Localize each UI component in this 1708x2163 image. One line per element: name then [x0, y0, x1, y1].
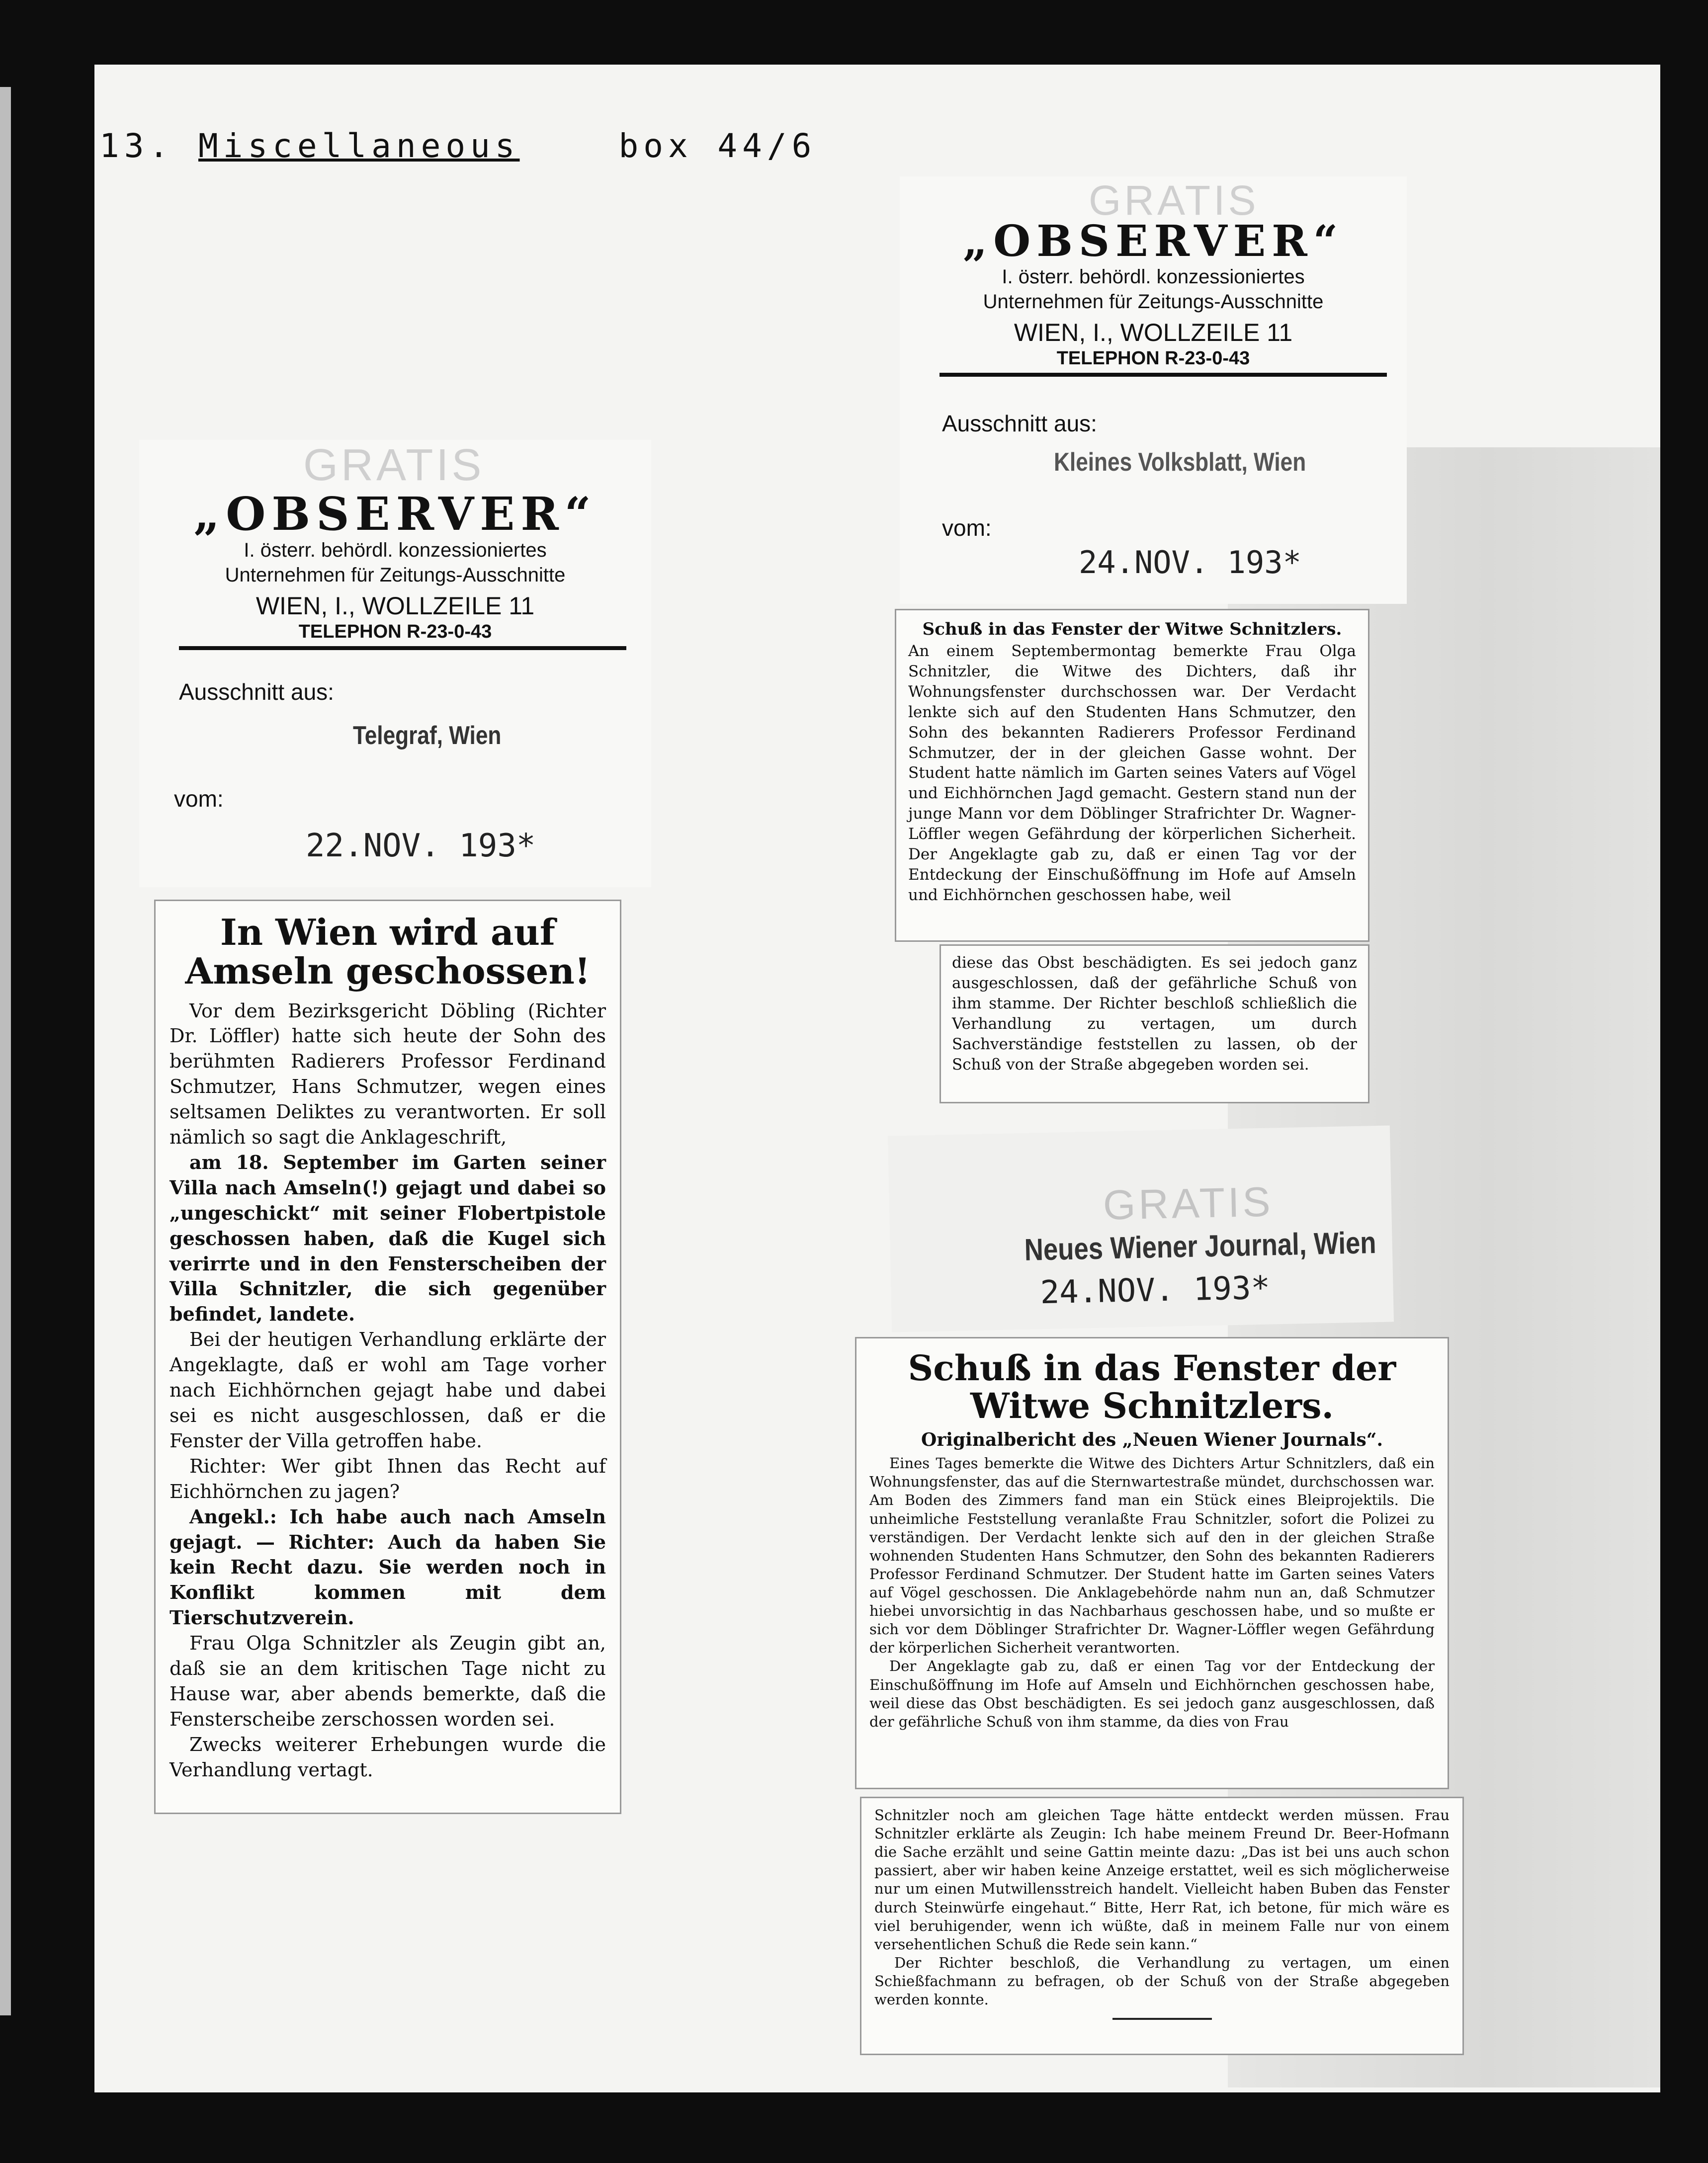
article-paragraph: Bei der heutigen Verhandlung erklärte der Angeklagte, daß er wohl am Tage vorher nach Eichhörnchen gejagt habe und dabei sei es nicht ausgeschlossen, daß er die Fenster der Villa getroffen habe. [170, 1329, 606, 1452]
article-subhead: Originalbericht des „Neuen Wiener Journals“. [921, 1429, 1383, 1451]
article-paragraph: Frau Olga Schnitzler als Zeugin gibt an, daß sie an dem kritischen Tage nicht zu Hause war, aber abends bemerkte, daß die Fensterscheibe zerschossen worden sei. [170, 1632, 606, 1730]
gratis-slip-bottom [888, 1125, 1394, 1332]
observer-rule [939, 373, 1387, 377]
observer-name: „OBSERVER“ [193, 487, 597, 541]
date-stamp: 24.NOV. 193* [1079, 544, 1301, 581]
article-right-bottom-part2 [860, 1797, 1464, 2055]
gratis-stamp: GRATIS [1102, 1178, 1274, 1229]
archive-label [99, 127, 816, 165]
observer-rule [179, 646, 626, 650]
article-paragraph: Zwecks weiterer Erhebungen wurde die Verhandlung vertagt. [170, 1733, 606, 1781]
source-stamp: Kleines Volksblatt, Wien [1054, 448, 1306, 477]
adjacent-page-edge [0, 87, 11, 2015]
article-right-top-part2 [939, 944, 1369, 1103]
article-body [869, 1454, 1435, 1731]
observer-phone: TELEPHON R-23-0-43 [1056, 348, 1250, 369]
gratis-stamp: GRATIS [303, 440, 485, 490]
date-label: vom: [174, 786, 224, 812]
article-left [154, 900, 621, 1814]
article-headline: In Wien wird auf Amseln geschossen! [185, 911, 591, 992]
article-body: diese das Obst beschädigten. Es sei jedoch ganz ausgeschlossen, daß der gefährliche Schuß von ihm stamme. Der Richter beschloß schließlich die Verhandlung zu vertagen, um durch Sachverständige feststellen zu lassen, ob der Schuß von der Straße abgegeben worden sei. [952, 954, 1357, 1074]
source-label: Ausschnitt aus: [942, 411, 1097, 436]
article-body [170, 998, 606, 1783]
observer-phone: TELEPHON R-23-0-43 [298, 621, 492, 642]
observer-line-1: I. österr. behördl. konzessioniertes [244, 539, 547, 561]
end-rule [1112, 2018, 1212, 2020]
observer-line-1: I. österr. behördl. konzessioniertes [1002, 266, 1305, 288]
observer-line-2: Unternehmen für Zeitungs-Ausschnitte [983, 291, 1324, 313]
date-stamp: 22.NOV. 193* [306, 828, 536, 864]
article-body [874, 1806, 1450, 2009]
source-label: Ausschnitt aus: [179, 679, 334, 705]
article-paragraph: Richter: Wer gibt Ihnen das Recht auf Eichhörnchen zu jagen? [170, 1455, 606, 1502]
article-paragraph: Der Richter beschloß, die Verhandlung zu vertagen, um einen Schießfachmann zu befragen, ob der Schuß von der Straße abgegeben werden konnte. [874, 1954, 1450, 2008]
article-right-bottom-part1 [855, 1337, 1449, 1789]
archive-box: box 44/6 [618, 127, 817, 165]
observer-slip-right [900, 176, 1407, 604]
gratis-stamp: GRATIS [1089, 177, 1259, 224]
observer-address: WIEN, I., WOLLZEILE 11 [1014, 319, 1293, 346]
observer-name: „OBSERVER“ [962, 216, 1344, 266]
source-stamp: Neues Wiener Journal, Wien [1024, 1226, 1377, 1267]
observer-line-2: Unternehmen für Zeitungs-Ausschnitte [225, 564, 566, 586]
article-paragraph: Angekl.: Ich habe auch nach Amseln gejagt. — Richter: Auch da haben Sie kein Recht dazu. Sie werden noch in Konflikt kommen mit dem Tierschutzverein. [170, 1505, 606, 1629]
article-paragraph: Schnitzler noch am gleichen Tage hätte entdeckt werden müssen. Frau Schnitzler erklärte als Zeugin: Ich habe meinem Freund Dr. Beer-Hofmann die Sache erzählt und seine Gattin meinte dazu: „Das ist bei uns auch schon passiert, aber wir haben keine Anzeige erstattet, weil es sich möglicherweise nur um einen Mutwillensstreich handelt. Vielleicht haben Buben das Fenster durch Steinwürfe eingehaut.“ Bitte, Herr Rat, ich betone, für mich wäre es viel beruhigender, wenn ich wüßte, daß in meinem Falle nur von einem versehentlichen Schuß die Rede sein kann.“ [874, 1807, 1450, 1953]
date-stamp: 24.NOV. 193* [1039, 1269, 1271, 1312]
article-right-top-part1 [895, 609, 1369, 942]
archive-number: 13. [99, 127, 174, 165]
source-stamp: Telegraf, Wien [353, 721, 502, 750]
article-paragraph: Vor dem Bezirksgericht Döbling (Richter Dr. Löffler) hatte sich heute der Sohn des berühmten Radierers Professor Ferdinand Schmutzer, Hans Schmutzer, wegen eines seltsamen Deliktes zu verantworten. Er soll nämlich so sagt die Anklageschrift, [170, 999, 606, 1149]
observer-slip-left [139, 440, 651, 887]
article-paragraph: Eines Tages bemerkte die Witwe des Dichters Artur Schnitzlers, daß ein Wohnungsfenster, das auf die Sternwartestraße mündet, durchschossen war. Am Boden des Zimmers fand man ein Stück eines Bleiprojektils. Die unheimliche Feststellung veranlaßte Frau Schnitzler, sofort die Polizei zu verständigen. Der Verdacht lenkte sich auf den in der gleichen Straße wohnenden Studenten Hans Schmutzer, den Sohn des bekannten Radierers Professor Ferdinand Schmutzer. Der Student hatte im Garten seines Vaters auf Vögel geschossen. Die Anklagebehörde nahm nun an, daß Schmutzer hiebei unvorsichtig in das Nachbarhaus geschossen habe, und so mußte er sich vor dem Döblinger Strafrichter Dr. Wagner-Löffler wegen Gefährdung der körperlichen Sicherheit verantworten. [869, 1455, 1435, 1657]
archive-category: Miscellaneous [198, 127, 520, 165]
article-headline: Schuß in das Fenster der Witwe Schnitzlers. [922, 619, 1342, 639]
article-paragraph: am 18. September im Garten seiner Villa nach Amseln(!) gejagt und dabei so „ungeschickt“ mit seiner Flobertpistole geschossen haben, daß die Kugel sich verirrte und in den Fensterscheiben der Villa Schnitzler, die sich gegenüber befindet, landete. [170, 1151, 606, 1326]
article-body: An einem Septembermontag bemerkte Frau Olga Schnitzler, die Witwe des Dichters, daß ihr Wohnungsfenster durchschossen war. Der Verdacht lenkte sich auf den Studenten Hans Schmutzer, den Sohn des bekannten Radierers Professor Ferdinand Schmutzer, der in der gleichen Gasse wohnt. Der Student hatte nämlich im Garten seines Vaters auf Vögel und Eichhörnchen Jagd gemacht. Gestern stand nun der junge Mann vor dem Döblinger Strafrichter Dr. Wagner-Löffler wegen Gefährdung der körperlichen Sicherheit. Der Angeklagte gab zu, daß er einen Tag vor der Entdeckung der Einschußöffnung im Hofe auf Amseln und Eichhörnchen geschossen habe, weil [908, 642, 1356, 904]
article-paragraph: Der Angeklagte gab zu, daß er einen Tag vor der Entdeckung der Einschußöffnung im Hofe auf Amseln und Eichhörnchen geschossen habe, weil diese das Obst beschädigten. Es sei jedoch ganz ausgeschlossen, daß der gefährliche Schuß von ihm stamme, da dies von Frau [869, 1658, 1435, 1730]
observer-address: WIEN, I., WOLLZEILE 11 [256, 592, 535, 620]
date-label: vom: [942, 515, 992, 541]
article-headline: Schuß in das Fenster der Witwe Schnitzlers. [908, 1347, 1396, 1426]
